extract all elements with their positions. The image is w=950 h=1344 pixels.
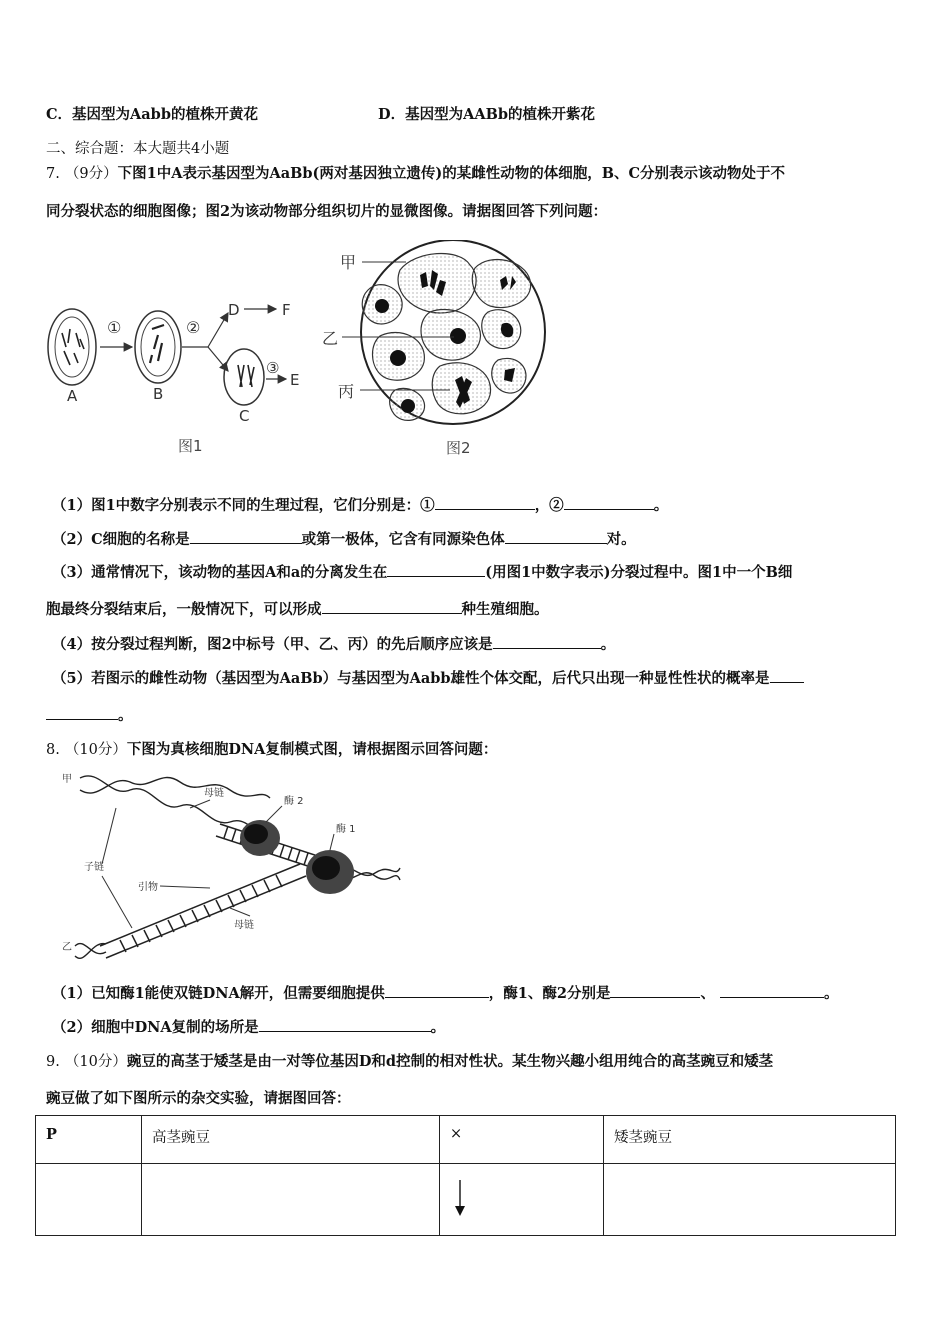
q8-sub2 — [52, 1016, 445, 1037]
cell-tall: 高茎豌豆 — [142, 1116, 440, 1164]
label-yi: 乙 — [322, 329, 339, 348]
lower-ladder — [100, 864, 306, 958]
dna-label-primer: 引物 — [138, 882, 158, 893]
cell-empty-2 — [142, 1164, 440, 1236]
q7-blank-8b[interactable] — [46, 705, 118, 720]
q7-sub2 — [52, 528, 636, 549]
q8-dna-figure — [60, 768, 410, 963]
q7-blank-4[interactable] — [505, 529, 607, 544]
q7-sub1-text: （1）图1中数字分别表示不同的生理过程，它们分别是：① — [52, 497, 435, 514]
parent-helix — [80, 776, 270, 839]
dna-label-parent-bottom: 母链 — [234, 920, 254, 931]
enzyme-1 — [306, 850, 354, 894]
q7-stem-line2: 同分裂状态的细胞图像；图2为该动物部分组织切片的显微图像。请据图回答下列问题： — [46, 203, 608, 220]
cell-empty-1 — [36, 1164, 142, 1236]
dna-label-daughter: 子链 — [84, 862, 104, 873]
cell-p: P — [36, 1116, 142, 1164]
q7-sub1-mid: ，② — [534, 497, 564, 514]
q7-sub3-text: （3）通常情况下，该动物的基因A和a的分离发生在 — [52, 564, 388, 581]
q7-sub1 — [52, 494, 668, 515]
label-bing: 丙 — [338, 382, 355, 401]
q7-sub5-cont — [46, 704, 133, 725]
cell-cross: × — [440, 1116, 604, 1164]
dna-label-parent-top: 母链 — [204, 788, 224, 799]
q7-blank-1[interactable] — [435, 495, 535, 510]
cell-b — [135, 311, 181, 383]
q8-blank-4[interactable] — [259, 1017, 431, 1032]
q7-sub3b-end: 种生殖细胞。 — [461, 601, 549, 618]
q7-blank-7[interactable] — [493, 634, 601, 649]
figure1-caption: 图1 — [178, 437, 203, 455]
q8-blank-3[interactable] — [720, 983, 824, 998]
enzyme-2 — [240, 820, 280, 856]
dna-label-jia: 甲 — [62, 774, 72, 785]
step-2-label: ② — [186, 318, 201, 337]
q7-blank-5[interactable] — [387, 562, 485, 577]
dna-label-enzyme2: 酶 2 — [284, 796, 304, 807]
q8-sub1 — [52, 982, 839, 1003]
q7-number: 7. — [46, 166, 60, 182]
q9-stem-line1 — [46, 1050, 773, 1071]
q7-sub3-mid: (用图1中数字表示)分裂过程中。图1中一个B细 — [485, 564, 793, 581]
cell-arrow — [440, 1164, 604, 1236]
q7-sub1-end: 。 — [653, 497, 669, 514]
step-3-label: ③ — [266, 359, 280, 377]
label-d: D — [228, 301, 240, 319]
cell-c — [224, 349, 264, 405]
q7-blank-8a[interactable] — [770, 668, 804, 683]
q9-score: （10分） — [64, 1054, 127, 1070]
q7-sub4-text: （4）按分裂过程判断，图2中标号（甲、乙、丙）的先后顺序应该是 — [52, 636, 493, 653]
option-c: C．基因型为Aabb的植株开黄花 — [46, 106, 258, 123]
label-a: A — [67, 387, 78, 405]
figure2-caption: 图2 — [446, 439, 471, 457]
q7-figure2 — [320, 240, 560, 465]
cell-a-chromosomes — [62, 329, 84, 365]
label-e: E — [290, 371, 300, 389]
q7-sub5 — [52, 667, 804, 688]
q8-stem — [46, 738, 497, 759]
q7-sub4-end: 。 — [600, 636, 616, 653]
q7-stem-line1 — [46, 162, 785, 183]
label-c: C — [239, 407, 250, 425]
dna-label-yi: 乙 — [62, 942, 72, 953]
cell-short: 矮茎豌豆 — [604, 1116, 896, 1164]
q7-blank-2[interactable] — [564, 495, 654, 510]
q7-sub3 — [52, 561, 792, 582]
cell-empty-4 — [604, 1164, 896, 1236]
q8-sub2-end: 。 — [430, 1019, 446, 1036]
q8-blank-2[interactable] — [610, 983, 700, 998]
q9-number: 9. — [46, 1054, 60, 1070]
q9-stem-line2: 豌豆做了如下图所示的杂交实验，请据图回答： — [46, 1090, 351, 1107]
down-arrow-icon — [450, 1178, 470, 1218]
q8-sub2-text: （2）细胞中DNA复制的场所是 — [52, 1019, 259, 1036]
step-1-label: ① — [107, 318, 122, 337]
q7-sub2-text: （2）C细胞的名称是 — [52, 531, 190, 548]
label-jia: 甲 — [340, 253, 357, 272]
q8-sub1-sep: 、 — [700, 985, 715, 1002]
q7-blank-6[interactable] — [322, 599, 462, 614]
q8-sub1-mid: ，酶1、酶2分别是 — [488, 985, 611, 1002]
q7-sub5-text: （5）若图示的雌性动物（基因型为AaBb）与基因型为Aabb雄性个体交配，后代只出现一种显性性状的概率是 — [52, 670, 770, 687]
label-b: B — [153, 385, 164, 403]
cell-b-chromosomes — [150, 325, 164, 363]
q9-stem-text1: 豌豆的高茎于矮茎是由一对等位基因D和d控制的相对性状。某生物兴趣小组用纯合的高茎豌豆和矮茎 — [126, 1053, 774, 1070]
cell-c-chromosomes — [238, 365, 254, 387]
q7-score: （9分） — [64, 166, 118, 182]
q7-sub4 — [52, 633, 615, 654]
q8-score: （10分） — [64, 742, 127, 758]
q8-sub1-text: （1）已知酶1能使双链DNA解开，但需要细胞提供 — [52, 985, 385, 1002]
q8-blank-1[interactable] — [385, 983, 489, 998]
q7-blank-3[interactable] — [190, 529, 302, 544]
q7-sub3-cont — [46, 598, 549, 619]
q8-sub1-end: 。 — [824, 985, 839, 1002]
q7-figure1 — [40, 285, 330, 460]
q7-sub5-end: 。 — [118, 707, 133, 724]
q8-stem-text: 下图为真核细胞DNA复制模式图，请根据图示回答问题： — [126, 741, 498, 758]
dna-label-enzyme1: 酶 1 — [336, 824, 356, 835]
q7-stem-text1: 下图1中A表示基因型为AaBb(两对基因独立遗传)的某雌性动物的体细胞，B、C分别表示该动物处于不 — [117, 165, 786, 182]
option-d: D．基因型为AABb的植株开紫花 — [378, 106, 595, 123]
q8-number: 8. — [46, 742, 60, 758]
q7-sub2-end: 对。 — [606, 531, 636, 548]
q9-cross-table — [35, 1115, 896, 1236]
q7-sub3b-text: 胞最终分裂结束后，一般情况下，可以形成 — [46, 601, 322, 618]
section-title: 二、综合题：本大题共4小题 — [46, 141, 230, 157]
q7-sub2-mid: 或第一极体，它含有同源染色体 — [301, 531, 505, 548]
label-f: F — [282, 301, 291, 319]
